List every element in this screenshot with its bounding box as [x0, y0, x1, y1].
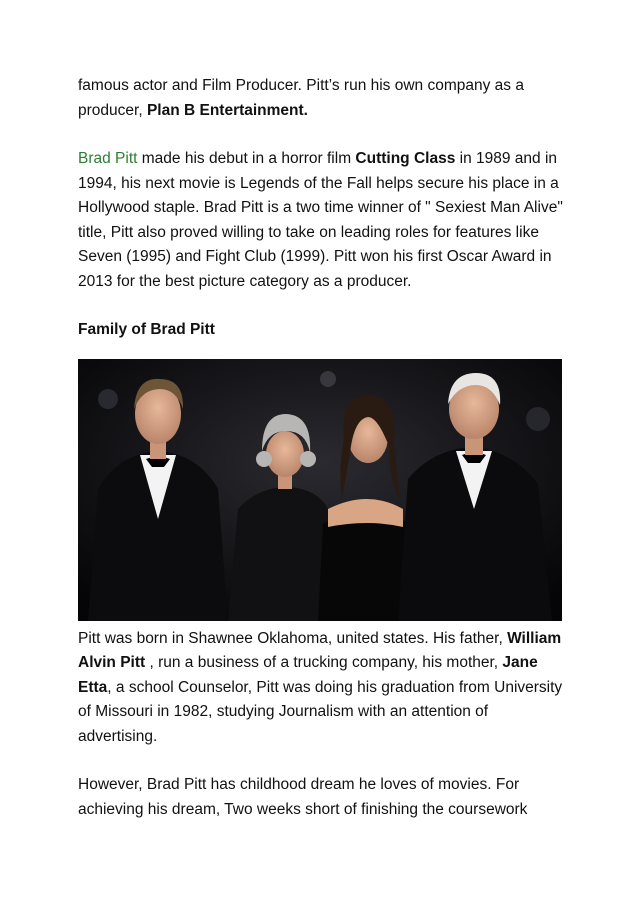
- career-text-2: in 1989 and in 1994, his next movie is Legends of the Fall helps secure his place in a Hollywood staple. Brad Pitt is a two time winner of " Sexiest Man Alive" title, Pitt also proved willing to take on leading roles for features like Seven (1995) and Fight Club (1999). Pitt won his first Oscar Award in 2013 for the best picture category as a producer.: [78, 150, 563, 290]
- document-page: [78, 74, 568, 822]
- birth-text-3: , a school Counselor, Pitt was doing his graduation from University of Missouri in 1982, studying Journalism with an attention of advertising.: [78, 678, 563, 745]
- section-heading: Family of Brad Pitt: [78, 321, 215, 338]
- paragraph-career: [78, 147, 568, 294]
- spacer: [78, 749, 568, 773]
- mother-name: Jane Etta: [78, 654, 538, 696]
- paragraph-birth: [78, 627, 568, 750]
- father-name: William Alvin Pitt: [78, 629, 562, 671]
- intro-text: famous actor and Film Producer. Pitt’s run his own company as a producer,: [78, 77, 524, 119]
- spacer: [78, 294, 568, 318]
- career-text-1: made his debut in a horror film: [137, 150, 356, 167]
- brad-pitt-link[interactable]: Brad Pitt: [78, 150, 138, 167]
- company-name: Plan B Entertainment.: [146, 101, 308, 119]
- spacer: [78, 123, 568, 147]
- birth-text-2: , run a business of a trucking company, his mother,: [145, 654, 503, 671]
- dream-text: However, Brad Pitt has childhood dream he loves of movies. For achieving his dream, Two weeks short of finishing the coursework: [78, 776, 528, 818]
- film-title-bold: Cutting Class: [355, 150, 456, 167]
- paragraph-intro: [78, 74, 568, 123]
- birth-text-1: Pitt was born in Shawnee Oklahoma, united states. His father,: [78, 629, 508, 647]
- paragraph-dream: [78, 773, 568, 822]
- family-photo: [78, 359, 562, 621]
- photo-illustration: [78, 359, 562, 621]
